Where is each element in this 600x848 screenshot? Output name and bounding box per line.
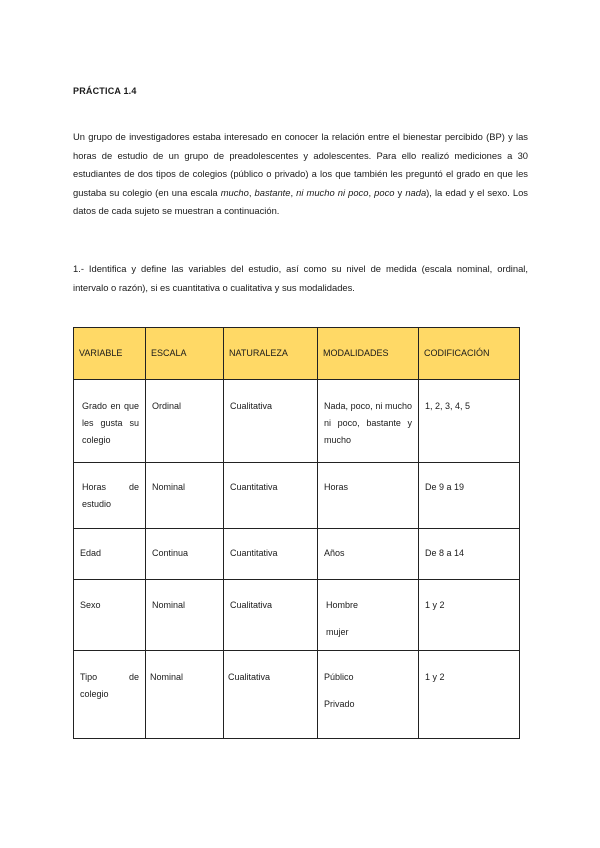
cell-codificacion: De 9 a 19	[419, 463, 520, 529]
table-row	[74, 529, 520, 580]
cell-escala: Nominal	[146, 580, 224, 651]
cell-codificacion: 1 y 2	[419, 651, 520, 739]
cell-codificacion: 1, 2, 3, 4, 5	[419, 380, 520, 463]
cell-variable: Grado en que les gusta su colegio	[74, 380, 146, 463]
cell-escala: Nominal	[146, 463, 224, 529]
cell-naturaleza: Cuantitativa	[224, 529, 318, 580]
table-row	[74, 380, 520, 463]
question-1: 1.- Identifica y define las variables del estudio, así como su nivel de medida (escala nominal, ordinal, intervalo o razón), si es cuantitativa o cualitativa y sus modalidades.	[73, 263, 528, 293]
modalidad-item: Público	[324, 672, 354, 682]
cell-modalidades: Horas	[318, 463, 419, 529]
scale-option-ni-mucho-ni-poco: ni mucho ni poco	[296, 186, 369, 198]
scale-option-mucho: mucho	[220, 186, 249, 198]
modalidad-item: Hombre	[326, 600, 359, 610]
cell-naturaleza: Cualitativa	[224, 580, 318, 651]
cell-naturaleza: Cualitativa	[224, 380, 318, 463]
table-row	[74, 651, 520, 739]
cell-escala: Nominal	[146, 651, 224, 739]
cell-modalidades: Nada, poco, ni mucho ni poco, bastante y mucho	[318, 380, 419, 463]
cell-variable: Horas de estudio	[74, 463, 146, 529]
header-variable: VARIABLE	[74, 328, 146, 380]
table-row	[74, 580, 520, 651]
cell-modalidades: Años	[318, 529, 419, 580]
header-escala: ESCALA	[146, 328, 224, 380]
intro-paragraph: Un grupo de investigadores estaba interesado en conocer la relación entre el bienestar percibido (BP) y las horas de estudio de un grupo de preadolescentes y adolescentes. Para ello realizó mediciones a 30 estudiantes de dos tipos de colegios (público o privado) a los que también les preguntó el grado en que les gustaba su colegio (en una escala mucho, bastante, ni mucho ni poco, poco y nada), la edad y el sexo. Los datos de cada sujeto se muestran a continuación.	[73, 131, 528, 217]
cell-codificacion: 1 y 2	[419, 580, 520, 651]
cell-codificacion: De 8 a 14	[419, 529, 520, 580]
cell-variable: Edad	[74, 529, 146, 580]
intro-text-1: Un grupo de investigadores estaba interesado en conocer la relación entre el bienestar percibido (BP) y las horas de estudio de un grupo de preadolescentes y adolescentes. Para ello realizó mediciones a 30 estudiantes de dos tipos de colegios (público o privado) a los que también les preguntó el grado en que les gustaba su colegio (en una escala	[73, 131, 528, 198]
modalidad-item: mujer	[326, 627, 349, 637]
cell-modalidades	[318, 580, 419, 651]
cell-variable: Sexo	[74, 580, 146, 651]
header-naturaleza: NATURALEZA	[224, 328, 318, 380]
scale-option-poco: poco	[374, 186, 395, 198]
header-modalidades: MODALIDADES	[318, 328, 419, 380]
scale-option-nada: nada	[405, 186, 427, 198]
scale-option-bastante: bastante	[254, 186, 291, 198]
cell-escala: Continua	[146, 529, 224, 580]
cell-variable: Tipo de colegio	[74, 651, 146, 739]
cell-escala: Ordinal	[146, 380, 224, 463]
cell-naturaleza: Cuantitativa	[224, 463, 318, 529]
page-title: PRÁCTICA 1.4	[73, 86, 137, 96]
header-codificacion: CODIFICACIÓN	[419, 328, 520, 380]
variables-table	[73, 327, 520, 739]
table-row	[74, 463, 520, 529]
cell-naturaleza: Cualitativa	[224, 651, 318, 739]
modalidad-item: Privado	[324, 699, 355, 709]
intro-text-2: ), la edad y el sexo. Los datos de cada sujeto se muestran a continuación.	[73, 186, 528, 217]
table-header-row	[74, 328, 520, 380]
cell-modalidades	[318, 651, 419, 739]
